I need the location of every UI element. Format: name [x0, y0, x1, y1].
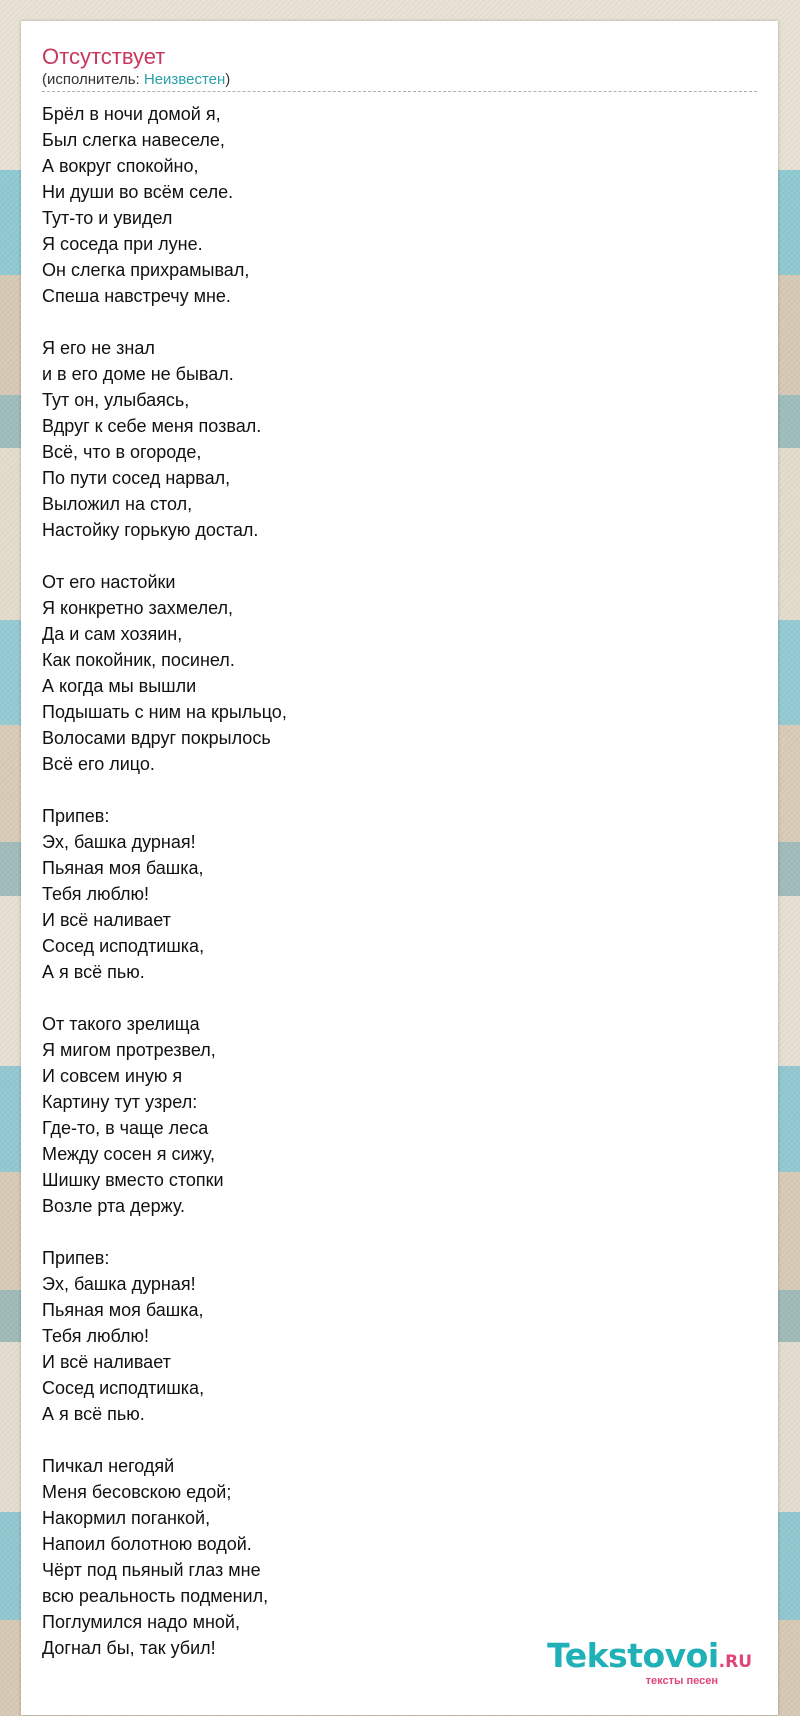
lyric-line: Я его не знал	[42, 338, 155, 358]
lyric-line: Ни души во всём селе.	[42, 182, 234, 202]
stanza-gap	[42, 1427, 757, 1453]
logo-wordmark	[547, 1636, 752, 1679]
lyric-line: Он слегка прихрамывал,	[42, 260, 250, 280]
lyric-line: Вдруг к себе меня позвал.	[42, 416, 262, 436]
lyric-line: Да и сам хозяин,	[42, 624, 183, 644]
lyric-line: Тебя люблю!	[42, 884, 149, 904]
lyric-line: Пьяная моя башка,	[42, 1300, 204, 1320]
lyric-line: Волосами вдруг покрылось	[42, 728, 271, 748]
stanza-gap	[42, 543, 757, 569]
lyric-line: всю реальность подменил,	[42, 1586, 269, 1606]
lyric-line: Эх, башка дурная!	[42, 832, 196, 852]
lyric-line: Тут-то и увидел	[42, 208, 173, 228]
lyric-line: От его настойки	[42, 572, 176, 592]
lyric-line: Настойку горькую достал.	[42, 520, 259, 540]
chorus-label: Припев:	[42, 1248, 110, 1268]
stanza-gap	[42, 1219, 757, 1245]
lyric-line: Подышать с ним на крыльцо,	[42, 702, 287, 722]
lyric-line: Пичкал негодяй	[42, 1456, 175, 1476]
chorus-label: Припев:	[42, 806, 110, 826]
lyrics-stanza-1	[42, 101, 757, 309]
lyric-line: Выложил на стол,	[42, 494, 193, 514]
lyrics-stanza-4	[42, 1011, 757, 1219]
lyric-line: Пьяная моя башка,	[42, 858, 204, 878]
lyric-line: А вокруг спокойно,	[42, 156, 199, 176]
lyric-line: Я конкретно захмелел,	[42, 598, 233, 618]
artist-link[interactable]: Неизвестен	[143, 71, 226, 88]
site-logo[interactable]	[547, 1636, 752, 1687]
lyrics-stanza-3	[42, 569, 757, 777]
lyric-line: И совсем иную я	[42, 1066, 183, 1086]
lyric-line: Как покойник, посинел.	[42, 650, 235, 670]
lyric-line: Я соседа при луне.	[42, 234, 203, 254]
lyric-line: Чёрт под пьяный глаз мне	[42, 1560, 261, 1580]
lyric-line: Возле рта держу.	[42, 1196, 186, 1216]
logo-tagline: тексты песен	[645, 1675, 718, 1687]
stanza-gap	[42, 777, 757, 803]
lyric-line: А когда мы вышли	[42, 676, 197, 696]
lyrics-stanza-2	[42, 335, 757, 543]
lyric-line: А я всё пью.	[42, 1404, 145, 1424]
lyric-line: Догнал бы, так убил!	[42, 1638, 216, 1658]
stanza-gap	[42, 985, 757, 1011]
lyric-line: Тут он, улыбаясь,	[42, 390, 190, 410]
stanza-gap	[42, 309, 757, 335]
lyric-line: Сосед исподтишка,	[42, 1378, 205, 1398]
lyric-line: Тебя люблю!	[42, 1326, 149, 1346]
lyric-line: Между сосен я сижу,	[42, 1144, 215, 1164]
artist-suffix: )	[225, 71, 231, 88]
lyric-line: Всё его лицо.	[42, 754, 155, 774]
lyrics-card	[21, 21, 778, 1715]
lyric-line: И всё наливает	[42, 910, 171, 930]
lyrics-stanza-5	[42, 1453, 757, 1661]
logo-tld: .RU	[718, 1652, 752, 1672]
lyric-line: Сосед исподтишка,	[42, 936, 205, 956]
lyric-line: Спеша навстречу мне.	[42, 286, 231, 306]
lyric-line: Эх, башка дурная!	[42, 1274, 196, 1294]
lyric-line: От такого зрелища	[42, 1014, 200, 1034]
lyric-line: Накормил поганкой,	[42, 1508, 211, 1528]
song-title: Отсутствует	[42, 44, 166, 69]
artist-line	[42, 71, 757, 92]
lyric-line: Меня бесовскою едой;	[42, 1482, 232, 1502]
lyrics-text	[42, 101, 757, 1661]
lyric-line: И всё наливает	[42, 1352, 171, 1372]
lyric-line: По пути сосед нарвал,	[42, 468, 231, 488]
lyrics-chorus-2	[42, 1245, 757, 1427]
lyric-line: Я мигом протрезвел,	[42, 1040, 216, 1060]
logo-name: Tekstovoi	[547, 1636, 719, 1675]
artist-prefix: (исполнитель:	[42, 71, 144, 88]
lyric-line: А я всё пью.	[42, 962, 145, 982]
lyric-line: Брёл в ночи домой я,	[42, 104, 221, 124]
lyric-line: Был слегка навеселе,	[42, 130, 225, 150]
lyrics-chorus-1	[42, 803, 757, 985]
lyric-line: и в его доме не бывал.	[42, 364, 234, 384]
lyric-line: Поглумился надо мной,	[42, 1612, 240, 1632]
lyric-line: Где-то, в чаще леса	[42, 1118, 209, 1138]
lyric-line: Шишку вместо стопки	[42, 1170, 224, 1190]
lyric-line: Картину тут узрел:	[42, 1092, 198, 1112]
lyric-line: Всё, что в огороде,	[42, 442, 202, 462]
lyric-line: Напоил болотною водой.	[42, 1534, 252, 1554]
